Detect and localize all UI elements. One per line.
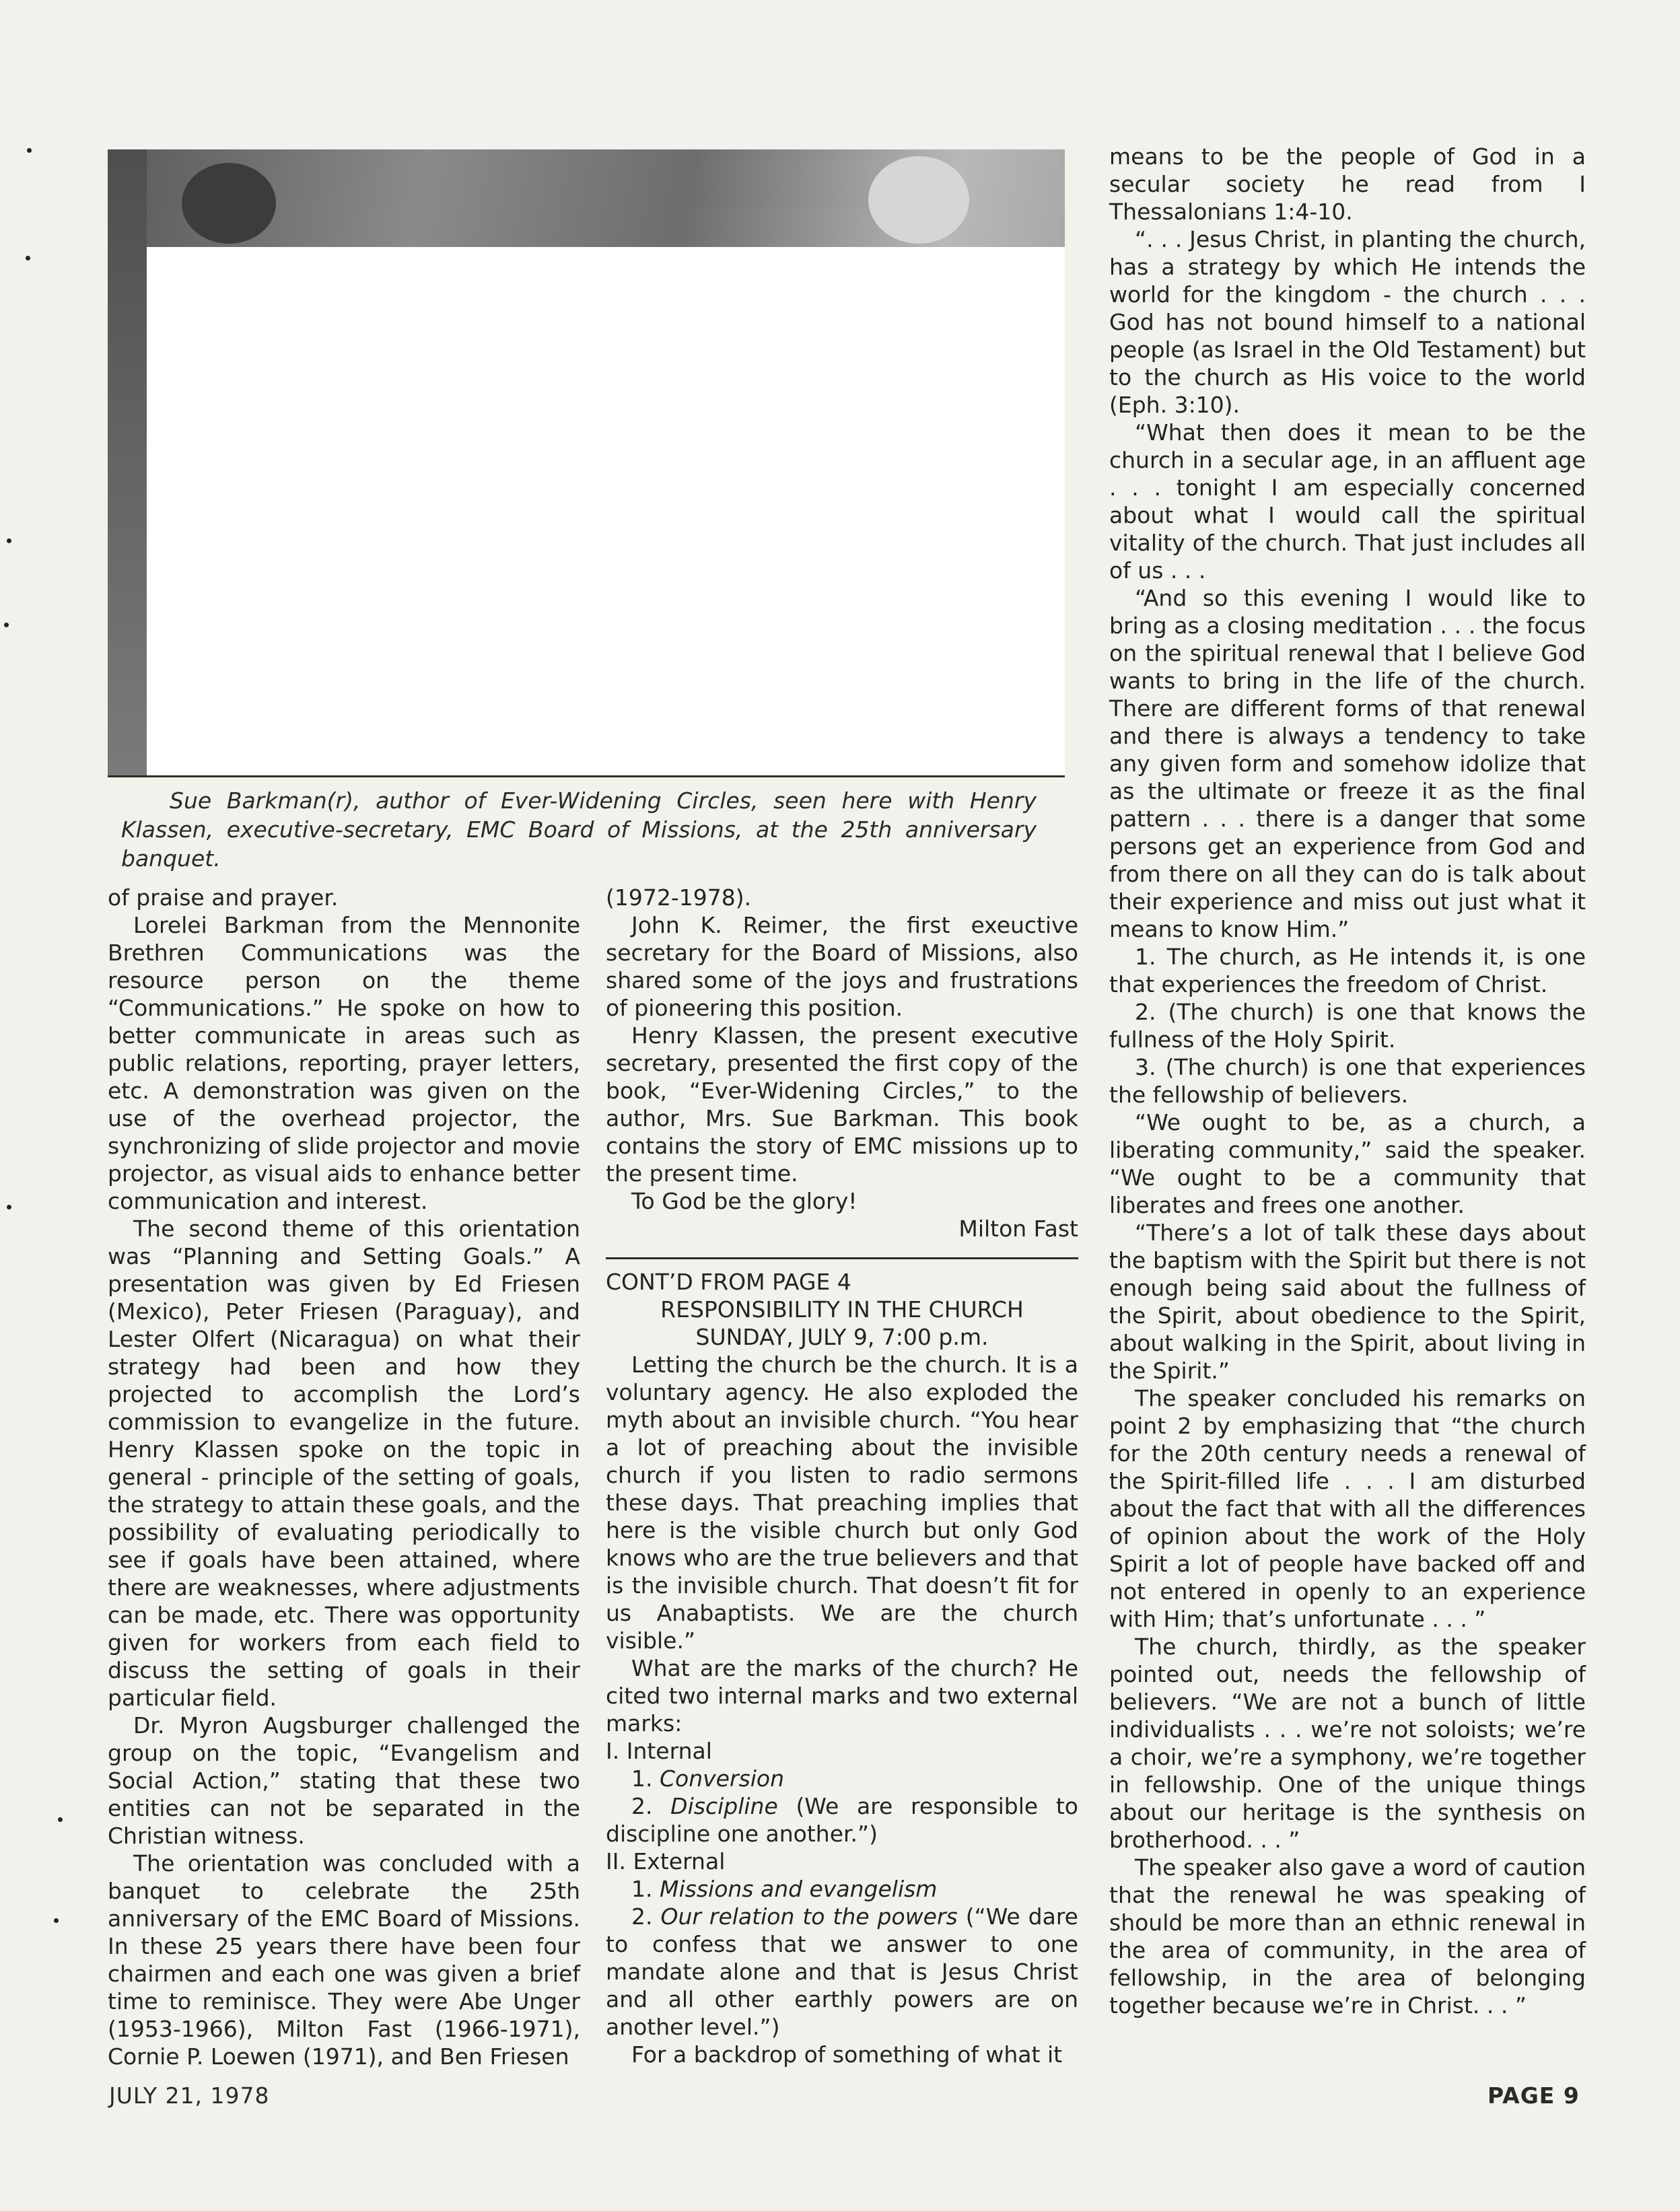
list-item <box>606 1903 1078 2041</box>
paragraph: 1. The church, as He intends it, is one that experiences the freedom of Christ. <box>1109 944 1586 997</box>
footer-page-number: PAGE 9 <box>1488 2082 1580 2109</box>
paragraph: Dr. Myron Augsburger challenged the group on the topic, “Evangelism and Social Action,” stating that these two entities can not be separated in the Christian witness. <box>108 1712 580 1849</box>
paragraph: To God be the glory! <box>631 1188 858 1214</box>
paragraph: (1972-1978). <box>606 884 752 911</box>
paragraph: The orientation was concluded with a banquet to celebrate the 25th anniversary of the EMC Board of Missions. In these 25 years there have been four chairmen and each one was given a brief time to reminisce. They were Abe Unger (1953-1966), Milton Fast (1966-1971), Cornie P. Loewen (1971), and Ben Friesen <box>108 1850 580 2070</box>
paragraph: means to be the people of God in a secular society he read from I Thessalonians 1:4-10. <box>1109 143 1586 225</box>
paragraph: “There’s a lot of talk these days about the baptism with the Spirit but there is not enough being said about the fullness of the Spirit, about obedience to the Spirit, about walking in the Spirit, about living in the Spirit.” <box>1109 1220 1586 1384</box>
footer-date: JULY 21, 1978 <box>109 2082 270 2109</box>
photo-left-figure <box>108 149 147 775</box>
list-number: 1. <box>631 1765 653 1792</box>
list-item <box>606 1765 1078 1792</box>
paragraph: “We ought to be, as a church, a liberating community,” said the speaker. “We ought to be a community that liberates and frees one another. <box>1109 1109 1586 1218</box>
list-term: Missions and evangelism <box>660 1876 938 1902</box>
photo-person-left <box>182 163 276 244</box>
paragraph: of praise and prayer. <box>108 884 339 911</box>
article-heading: RESPONSIBILITY IN THE CHURCH <box>660 1296 1024 1323</box>
list-text: (“We dare to confess that we answer to one mandate alone and that is Jesus Christ and all other earthly powers are on another level.”) <box>606 1903 1078 2040</box>
caption-text: Sue Barkman(r), author of Ever-Widening Circles, seen here with Henry Klassen, executive-secretary, EMC Board of Missions, at the 25th anniversary banquet. <box>121 787 1037 872</box>
paragraph: The second theme of this orientation was “Planning and Setting Goals.” A presentation was given by Ed Friesen (Mexico), Peter Friesen (Paraguay), and Lester Olfert (Nicaragua) on what their strategy had been and how they projected to accomplish the Lord’s commission to evangelize in the future. Henry Klassen spoke on the topic in general - principle of the setting of goals, the strategy to attain these goals, and the possibility of evaluating periodically to see if goals have been attained, where there are weaknesses, where adjustments can be made, etc. There was opportunity given for workers from each field to discuss the setting of goals in their particular field. <box>108 1216 580 1711</box>
paragraph: Lorelei Barkman from the Mennonite Brethren Communications was the resource person on the theme “Communications.” He spoke on how to better communicate in areas such as public relations, reporting, prayer letters, etc. A demonstration was given on the use of the overhead projector, the synchronizing of slide projector and movie projector, as visual aids to enhance better communication and interest. <box>108 912 580 1214</box>
scan-mark <box>58 1817 63 1822</box>
paragraph: “What then does it mean to be the church in a secular age, in an affluent age . . . tonight I am especially concerned about what I would call the spiritual vitality of the church. That just includes all of us . . . <box>1109 419 1586 584</box>
paragraph: 2. (The church) is one that knows the fullness of the Holy Spirit. <box>1109 999 1586 1053</box>
scan-mark <box>7 1205 11 1209</box>
list-term: Our relation to the powers <box>660 1903 958 1930</box>
paragraph: Henry Klassen, the present executive secretary, presented the first copy of the book, “Ever-Widening Circles,” to the author, Mrs. Sue Barkman. This book contains the story of EMC missions up to the present time. <box>606 1022 1078 1187</box>
column-left <box>108 884 580 2070</box>
scan-mark <box>26 256 30 260</box>
section-divider <box>606 1257 1078 1259</box>
paragraph: “. . . Jesus Christ, in planting the church, has a strategy by which He intends the world for the kingdom - the church . . . God has not bound himself to a national people (as Israel in the Old Testament) but to the church as His voice to the world (Eph. 3:10). <box>1109 226 1586 418</box>
list-number: 1. <box>631 1876 653 1902</box>
paragraph: The speaker concluded his remarks on point 2 by emphasizing that “the church for the 20th century needs a renewal of the Spirit-filled life . . . I am disturbed about the fact that with all the differences of opinion about the work of the Holy Spirit a lot of people have backed off and not entered in openly to an experience with Him; that’s unfortunate . . . ” <box>1109 1385 1586 1632</box>
paragraph: The church, thirdly, as the speaker pointed out, needs the fellowship of believers. “We are not a bunch of little individualists . . . we’re not soloists; we’re a choir, we’re a symphony, we’re together in fellowship. One of the unique things about our heritage is the synthesis on brotherhood. . . ” <box>1109 1634 1586 1853</box>
paragraph: 3. (The church) is one that experiences the fellowship of believers. <box>1109 1054 1586 1108</box>
paragraph: The speaker also gave a word of caution that the renewal he was speaking of should be more than an ethnic renewal in the area of community, in the area of fellowship, in the area of belonging together because we’re in Christ. . . ” <box>1109 1854 1586 2019</box>
list-item <box>606 1792 1078 1848</box>
scan-mark <box>54 1918 59 1923</box>
photograph <box>108 149 1065 775</box>
list-text: (We are responsible to discipline one another.”) <box>606 1793 1078 1847</box>
paragraph: “And so this evening I would like to bring as a closing meditation . . . the focus on the spiritual renewal that I believe God wants to bring in the life of the church. There are different forms of that renewal and there is always a tendency to take any given form and somehow idolize that as the ultimate or freeze it as the final pattern . . . there is a danger that some persons get an experience from God and from there on all they can do is talk about their experience and miss out just what it means to know Him.” <box>1109 585 1586 942</box>
photo-person-right <box>868 156 969 244</box>
list-heading: I. Internal <box>606 1738 712 1764</box>
column-middle <box>606 884 1078 1242</box>
list-heading: II. External <box>606 1848 726 1874</box>
paragraph: For a backdrop of something of what it <box>631 2041 1063 2068</box>
list-number: 2. <box>631 1903 653 1930</box>
paragraph: Letting the church be the church. It is a voluntary agency. He also exploded the myth about an invisible church. “You hear a lot of preaching about the invisible church if you listen to radio sermons these days. That preaching implies that here is the visible church but only God knows who are the true believers and that is the invisible church. That doesn’t fit for us Anabaptists. We are the church visible.” <box>606 1352 1078 1654</box>
list-term: Discipline <box>670 1793 778 1819</box>
photo-divider <box>108 775 1065 777</box>
scan-mark <box>4 623 9 627</box>
article-subheading: SUNDAY, JULY 9, 7:00 p.m. <box>695 1324 989 1350</box>
list-item <box>606 1875 1078 1903</box>
byline: Milton Fast <box>958 1216 1078 1242</box>
scan-mark <box>27 148 32 153</box>
photo-caption <box>121 786 1037 873</box>
column-right <box>1109 143 1586 2019</box>
column-middle-continued <box>606 1268 1078 2068</box>
list-number: 2. <box>631 1793 653 1819</box>
scan-mark <box>7 538 11 543</box>
paragraph: John K. Reimer, the first exeuctive secretary for the Board of Missions, also shared some of the joys and frustrations of pioneering this position. <box>606 912 1078 1021</box>
list-term: Conversion <box>660 1765 785 1792</box>
continued-label: CONT’D FROM PAGE 4 <box>606 1269 851 1295</box>
paragraph: What are the marks of the church? He cited two internal marks and two external marks: <box>606 1655 1078 1736</box>
photo-blank-area <box>147 247 1065 775</box>
